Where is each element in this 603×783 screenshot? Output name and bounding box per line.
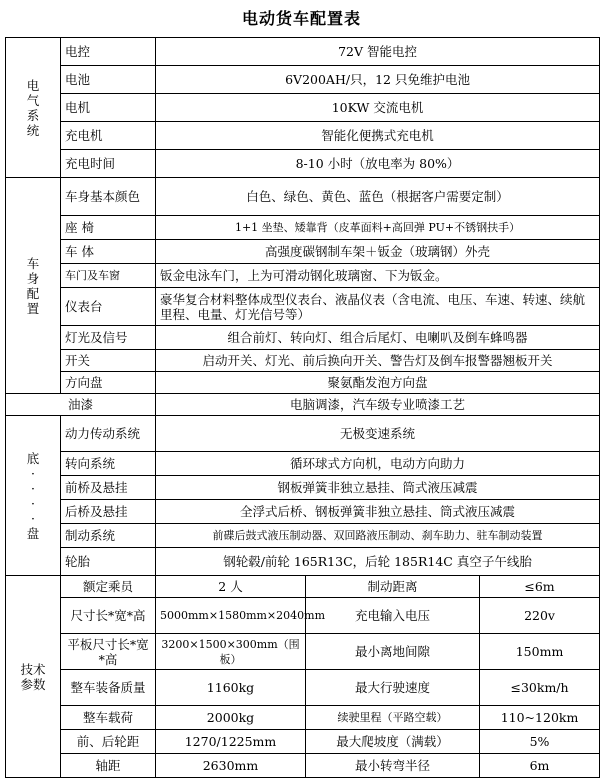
param-label: 尺寸长*宽*高 (61, 598, 156, 634)
param-value-2: ≤6m (480, 576, 600, 598)
param-value: 2630mm (156, 754, 306, 778)
row-value: 高强度碳钢制车架＋钣金（玻璃钢）外壳 (156, 240, 600, 264)
row-value: 循环球式方向机，电动方向助力 (156, 452, 600, 476)
row-value: 钢板弹簧非独立悬挂、筒式液压减震 (156, 476, 600, 500)
row-label: 前桥及悬挂 (61, 476, 156, 500)
paint-value: 电脑调漆，汽车级专业喷漆工艺 (156, 394, 600, 416)
row-value: 钣金电泳车门，上为可滑动钢化玻璃窗、下为钣金。 (156, 264, 600, 288)
row-label: 座 椅 (61, 216, 156, 240)
page-title: 电动货车配置表 (241, 9, 361, 28)
row-value: 10KW 交流电机 (156, 94, 600, 122)
row-label: 方向盘 (61, 372, 156, 394)
param-label: 整车装备质量 (61, 670, 156, 706)
param-label-2: 续驶里程（平路空载） (306, 706, 480, 730)
param-label: 前、后轮距 (61, 730, 156, 754)
category-tech: 技术 参数 (6, 576, 61, 778)
param-value: 1270/1225mm (156, 730, 306, 754)
row-value: 钢轮毂/前轮 165R13C，后轮 185R14C 真空子午线胎 (156, 548, 600, 576)
row-label: 开关 (61, 350, 156, 372)
row-label: 充电机 (61, 122, 156, 150)
param-value-2: 150mm (480, 634, 600, 670)
param-value: 2000kg (156, 706, 306, 730)
row-label: 轮胎 (61, 548, 156, 576)
row-value: 白色、绿色、黄色、蓝色（根据客户需要定制） (156, 178, 600, 216)
row-label: 动力传动系统 (61, 416, 156, 452)
category-electrical: 电 气 系 统 (6, 38, 61, 178)
param-label-2: 最大爬坡度（满载） (306, 730, 480, 754)
param-value: 2 人 (156, 576, 306, 598)
row-value: 8-10 小时（放电率为 80%） (156, 150, 600, 178)
row-value: 72V 智能电控 (156, 38, 600, 66)
param-value: 1160kg (156, 670, 306, 706)
row-value: 全浮式后桥、钢板弹簧非独立悬挂、筒式液压减震 (156, 500, 600, 524)
param-label: 平板尺寸长*宽*高 (61, 634, 156, 670)
param-label-2: 最大行驶速度 (306, 670, 480, 706)
param-label: 轴距 (61, 754, 156, 778)
param-label-2: 制动距离 (306, 576, 480, 598)
spec-table (5, 37, 600, 778)
param-label: 额定乘员 (61, 576, 156, 598)
param-value-2: 110~120km (480, 706, 600, 730)
row-value: 智能化便携式充电机 (156, 122, 600, 150)
row-label: 后桥及悬挂 (61, 500, 156, 524)
category-chassis: 底 · · · · 盘 (6, 416, 61, 576)
row-label: 电机 (61, 94, 156, 122)
row-value: 无极变速系统 (156, 416, 600, 452)
param-value-2: 220v (480, 598, 600, 634)
param-label-2: 最小离地间隙 (306, 634, 480, 670)
row-label: 制动系统 (61, 524, 156, 548)
param-label: 整车载荷 (61, 706, 156, 730)
row-label: 车 体 (61, 240, 156, 264)
param-value-2: 5% (480, 730, 600, 754)
row-value: 聚氨酯发泡方向盘 (156, 372, 600, 394)
row-value: 1+1 坐垫、矮靠背（皮革面料+高回弹 PU+不锈钢扶手） (156, 216, 600, 240)
row-value: 6V200AH/只，12 只免维护电池 (156, 66, 600, 94)
row-label: 转向系统 (61, 452, 156, 476)
param-value: 5000mm×1580mm×2040mm (156, 598, 306, 634)
paint-label: 油漆 (6, 394, 156, 416)
row-label: 电控 (61, 38, 156, 66)
row-value: 组合前灯、转向灯、组合后尾灯、电喇叭及倒车蜂鸣器 (156, 326, 600, 350)
row-value: 前碟后鼓式液压制动器、双回路液压制动、刹车助力、驻车制动装置 (156, 524, 600, 548)
row-label: 仪表台 (61, 288, 156, 326)
row-label: 车身基本颜色 (61, 178, 156, 216)
row-value: 豪华复合材料整体成型仪表台、液晶仪表（含电流、电压、车速、转速、续航里程、电量、灯光信号等） (156, 288, 600, 326)
param-value-2: 6m (480, 754, 600, 778)
param-label-2: 充电输入电压 (306, 598, 480, 634)
param-label-2: 最小转弯半径 (306, 754, 480, 778)
row-label: 充电时间 (61, 150, 156, 178)
row-label: 车门及车窗 (61, 264, 156, 288)
row-value: 启动开关、灯光、前后换向开关、警告灯及倒车报警器翘板开关 (156, 350, 600, 372)
category-body: 车 身 配 置 (6, 178, 61, 394)
param-value: 3200×1500×300mm（围板） (156, 634, 306, 670)
param-value-2: ≤30km/h (480, 670, 600, 706)
row-label: 灯光及信号 (61, 326, 156, 350)
row-label: 电池 (61, 66, 156, 94)
